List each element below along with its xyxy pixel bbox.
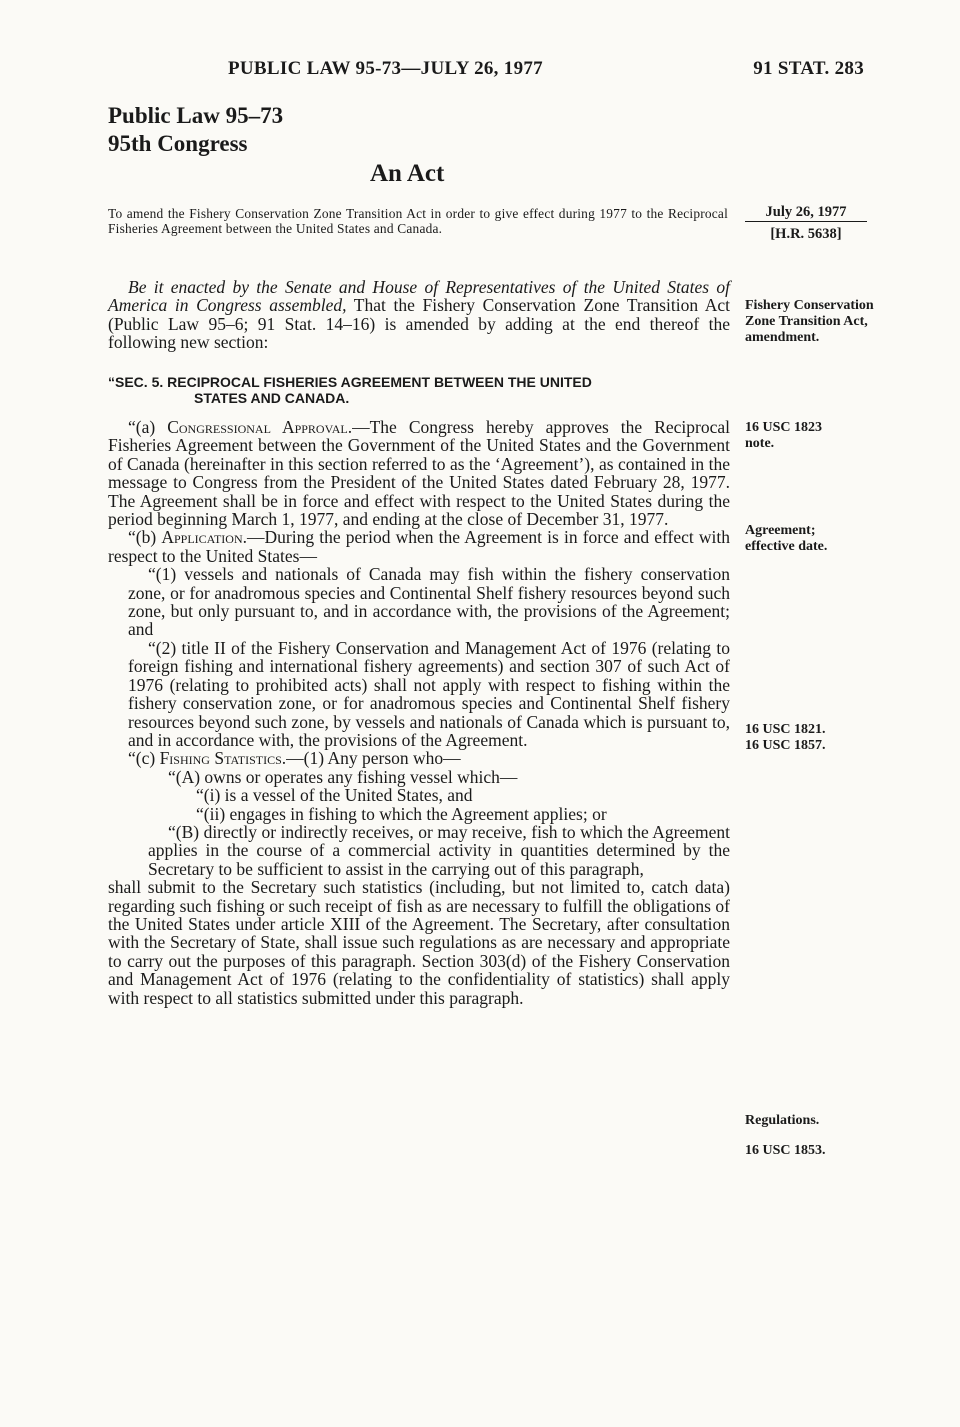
public-law-number: Public Law 95–73 [108, 103, 284, 128]
page-number: 91 STAT. 283 [753, 58, 864, 79]
paragraph-c-heading: Fishing Statistics [159, 748, 282, 769]
running-header-left: PUBLIC LAW 95-73—JULY 26, 1977 [228, 58, 543, 79]
paragraph-b1: “(1) vessels and nationals of Canada may fish within the fishery conservation zone, or for anadromous species and Continental Shelf fishery resources beyond such zone, but only pursuant to, and in accordance with, the provisions of the Agreement; and [128, 564, 730, 640]
act-title: An Act [370, 160, 445, 187]
approval-date: July 26, 1977 [745, 204, 867, 222]
paragraph-a-heading: Congressional Approval [167, 417, 348, 437]
paragraph-b-heading: Application [161, 527, 243, 548]
paragraph-b: “(b) Application.—During the period when the Agreement is in force and effect with respect to the United States— [108, 527, 730, 566]
margin-note-usc-1853: 16 USC 1853. [745, 1143, 826, 1158]
paragraph-c-tail: shall submit to the Secretary such statistics (including, but not limited to, catch data) regarding such fishing or such receipt of fish as are necessary to fulfill the obligations of the United States under article XIII of the Agreement. The Secretary, after consultation with the Secretary of State, shall issue such regulations as are necessary and appropriate to carry out the purposes of this paragraph. Section 303(d) of the Fishery Conservation and Management Act of 1976 (relating to the confidentiality of statistics) shall apply with respect to all statistics submitted under this paragraph. [108, 877, 730, 1008]
paragraph-c: “(c) Fishing Statistics.—(1) Any person who— [128, 748, 461, 769]
clause-i: “(i) is a vessel of the United States, and [196, 785, 473, 806]
section-heading [108, 374, 730, 406]
section-heading-line1: “SEC. 5. RECIPROCAL FISHERIES AGREEMENT BETWEEN THE UNITED [108, 374, 592, 390]
margin-note-usc-1821-1857: 16 USC 1821. 16 USC 1857. [745, 722, 826, 753]
clause-A: “(A) owns or operates any fishing vessel which— [168, 766, 518, 787]
margin-note-transition-act: Fishery Conservation Zone Transition Act, amendment. [745, 298, 874, 345]
margin-note-usc-1823: 16 USC 1823 note. [745, 420, 823, 451]
enacting-text: That the Fishery Conservation Zone Transition Act (Public Law 95–6; 91 Stat. 14–16) is amended by adding at the end thereof the following new section: [108, 295, 730, 353]
margin-note-regulations: Regulations. [745, 1113, 820, 1128]
date-box [745, 204, 867, 242]
congress-label: 95th Congress [108, 131, 248, 156]
clause-ii: “(ii) engages in fishing to which the Agreement applies; or [196, 803, 607, 824]
clause-B: “(B) directly or indirectly receives, or may receive, fish to which the Agreement applies in the course of a commercial activity in quantities determined by the Secretary to be sufficient to assist in the carrying out of this paragraph, [148, 821, 730, 879]
enacting-formula: Be it enacted by the Senate and House of Representatives of the United States of America in Congress assembled, [108, 277, 730, 316]
paragraph-a: “(a) Congressional Approval.—The Congress hereby approves the Reciprocal Fisheries Agreement between the Government of the United States and the Government of Canada (hereinafter in this section referred to as the ‘Agreement’), as contained in the message to Congress from the President of the United States dated February 28, 1977. The Agreement shall be in force and effect with respect to the United States during the period beginning March 1, 1977, and ending at the close of December 31, 1977. [108, 417, 730, 530]
paragraph-b2: “(2) title II of the Fishery Conservation and Management Act of 1976 (relating to foreign fishing and international fishery agreements) and section 307 of such Act of 1976 (relating to prohibited acts) shall not apply with respect to fishing within the fishery conservation zone, or for anadromous species and Continental Shelf fishery resources beyond such zone, by vessels and nationals of Canada which is pursuant to, and in accordance with, the provisions of the Agreement. [128, 637, 730, 750]
bill-number: [H.R. 5638] [770, 226, 842, 242]
section-heading-line2: STATES AND CANADA. [194, 390, 350, 406]
act-purpose: To amend the Fishery Conservation Zone Transition Act in order to give effect during 1977 to the Reciprocal Fisheries Agreement between the United States and Canada. [108, 206, 728, 236]
section-body [108, 418, 730, 1007]
margin-note-effective-date: Agreement; effective date. [745, 523, 828, 554]
enacting-clause [108, 278, 730, 352]
